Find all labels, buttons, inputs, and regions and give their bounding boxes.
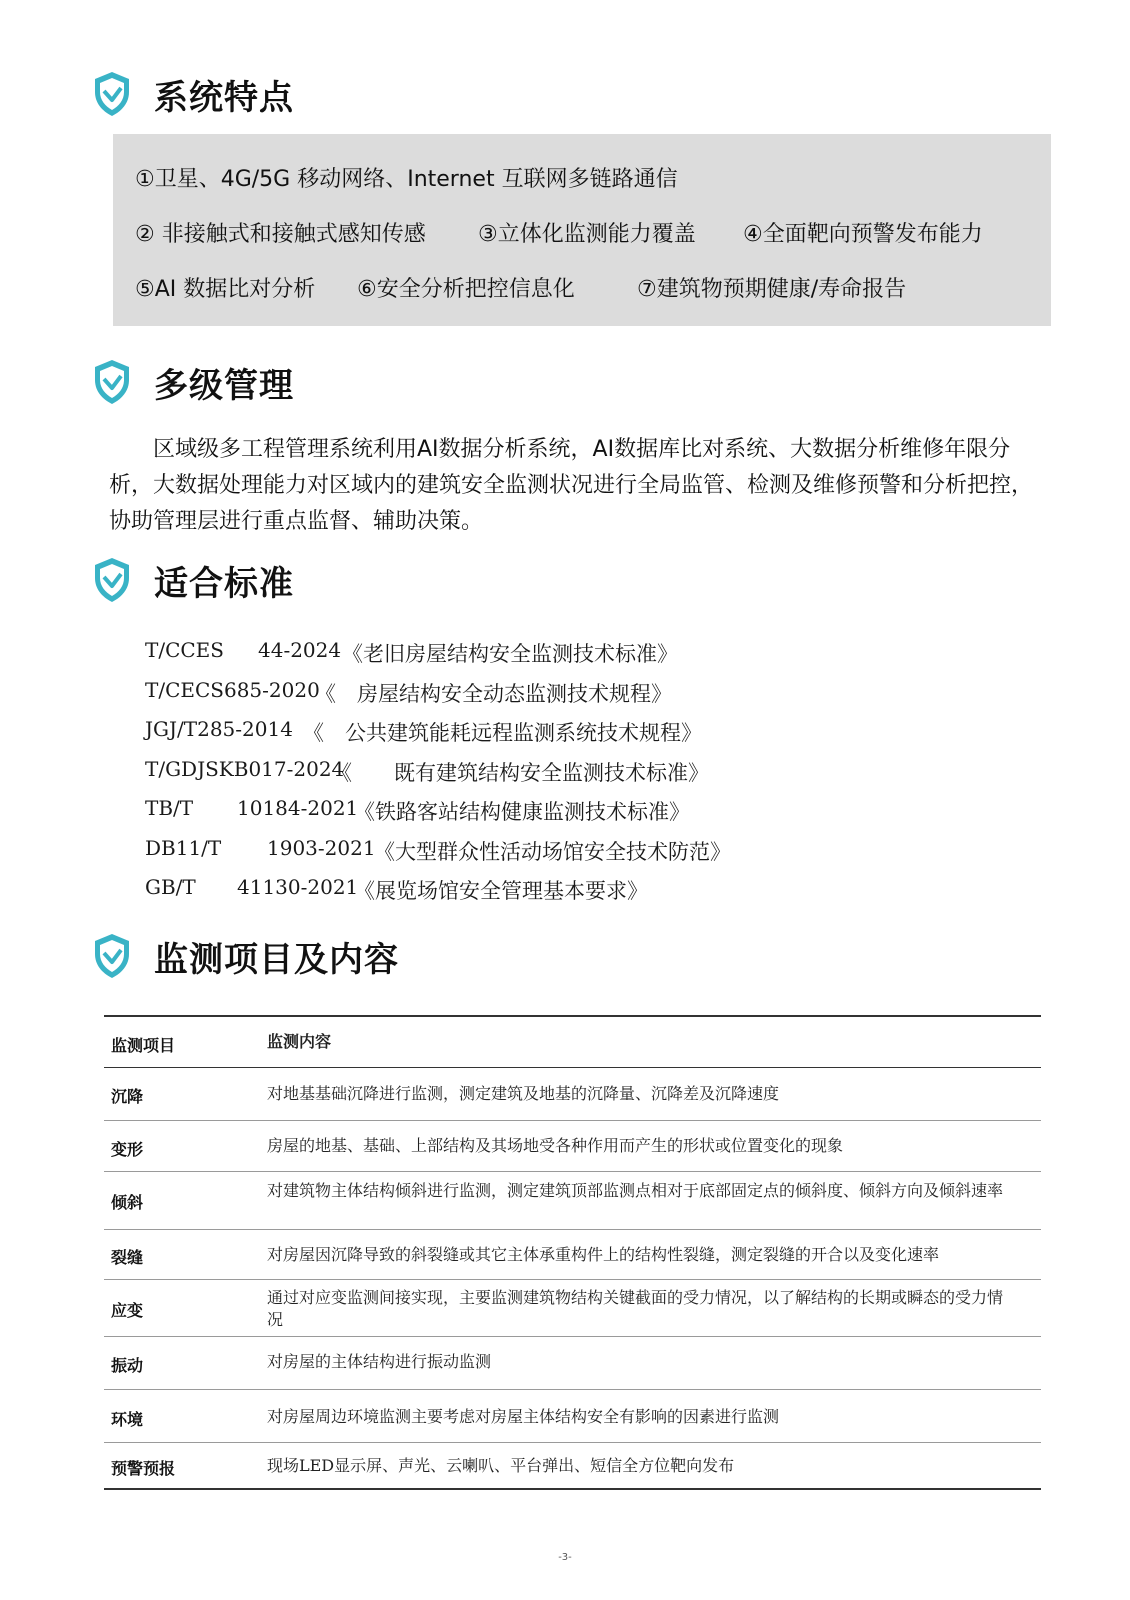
column-header-item: 监测项目 bbox=[111, 1036, 176, 1055]
management-paragraph: 区域级多工程管理系统利用AI数据分析系统，AI数据库比对系统、大数据分析维修年限分析，大数据处理能力对区域内的建筑安全监测状况进行全局监管、检测及维修预警和分析把控，协助管理层进行重点监督、辅助决策。 bbox=[109, 437, 1034, 534]
table-row bbox=[104, 1121, 1041, 1172]
standard-code: TB/T bbox=[145, 796, 194, 820]
section-header-monitoring bbox=[92, 928, 399, 984]
standard-name: 《大型群众性活动场馆安全技术防范》 bbox=[374, 839, 731, 864]
cell-item: 倾斜 bbox=[111, 1193, 144, 1212]
monitoring-table bbox=[104, 1015, 1041, 1490]
table-row bbox=[104, 1390, 1041, 1443]
feature-item: ⑥安全分析把控信息化 bbox=[357, 277, 575, 302]
cell-item: 环境 bbox=[111, 1410, 144, 1429]
column-header-content: 监测内容 bbox=[267, 1032, 332, 1051]
feature-item: ①卫星、4G/5G 移动网络、Internet 互联网多链路通信 bbox=[135, 167, 678, 192]
shield-check-icon bbox=[92, 932, 132, 980]
shield-check-icon bbox=[92, 358, 132, 406]
shield-check-icon bbox=[92, 556, 132, 604]
table-row bbox=[104, 1172, 1041, 1230]
standard-number: 10184-2021 bbox=[237, 796, 359, 820]
feature-item: ⑤AI 数据比对分析 bbox=[135, 277, 316, 302]
section-title: 系统特点 bbox=[154, 77, 294, 118]
page-number: -3- bbox=[558, 1552, 572, 1563]
cell-item: 应变 bbox=[111, 1301, 144, 1320]
standard-code: GB/T bbox=[145, 875, 196, 899]
standard-name: 《 公共建筑能耗远程监测系统技术规程》 bbox=[303, 721, 702, 745]
table-header-row bbox=[104, 1015, 1041, 1068]
section-title: 监测项目及内容 bbox=[154, 939, 399, 980]
standard-name: 《老旧房屋结构安全监测技术标准》 bbox=[342, 642, 678, 666]
standard-code: JGJ/T285-2014 bbox=[145, 717, 293, 741]
shield-check-icon bbox=[92, 70, 132, 118]
table-row bbox=[104, 1068, 1041, 1121]
cell-content: 对建筑物主体结构倾斜进行监测，测定建筑顶部监测点相对于底部固定点的倾斜度、倾斜方向及倾斜速率 bbox=[267, 1181, 1004, 1200]
table-row bbox=[104, 1337, 1041, 1390]
table-row bbox=[104, 1443, 1041, 1490]
standard-number: 44-2024 bbox=[258, 638, 342, 662]
feature-item: ⑦建筑物预期健康/寿命报告 bbox=[637, 277, 907, 302]
feature-item: ④全面靶向预警发布能力 bbox=[743, 222, 983, 247]
section-title: 适合标准 bbox=[154, 563, 294, 604]
cell-content: 对房屋因沉降导致的斜裂缝或其它主体承重构件上的结构性裂缝，测定裂缝的开合以及变化速率 bbox=[267, 1245, 940, 1264]
cell-content: 现场LED显示屏、声光、云喇叭、平台弹出、短信全方位靶向发布 bbox=[267, 1456, 735, 1475]
standard-name: 《展览场馆安全管理基本要求》 bbox=[354, 879, 648, 903]
cell-item: 振动 bbox=[111, 1356, 144, 1375]
cell-item: 裂缝 bbox=[111, 1248, 144, 1267]
features-box bbox=[113, 134, 1051, 326]
standard-name: 《 房屋结构安全动态监测技术规程》 bbox=[315, 681, 672, 706]
standard-name: 《铁路客站结构健康监测技术标准》 bbox=[354, 800, 690, 824]
cell-content: 对房屋周边环境监测主要考虑对房屋主体结构安全有影响的因素进行监测 bbox=[267, 1407, 780, 1426]
feature-item: ② 非接触式和接触式感知传感 bbox=[135, 222, 426, 247]
section-header-features bbox=[92, 66, 294, 122]
cell-item: 沉降 bbox=[111, 1087, 144, 1106]
cell-content: 对地基基础沉降进行监测，测定建筑及地基的沉降量、沉降差及沉降速度 bbox=[267, 1084, 780, 1103]
feature-item: ③立体化监测能力覆盖 bbox=[478, 222, 696, 247]
standard-code: DB11/T bbox=[145, 835, 222, 860]
cell-content: 对房屋的主体结构进行振动监测 bbox=[267, 1352, 492, 1371]
standard-code: T/CECS685-2020 bbox=[145, 677, 320, 702]
table-row bbox=[104, 1230, 1041, 1280]
standard-number: 1903-2021 bbox=[267, 835, 376, 860]
cell-content: 房屋的地基、基础、上部结构及其场地受各种作用而产生的形状或位置变化的现象 bbox=[267, 1136, 844, 1155]
standard-number: 41130-2021 bbox=[237, 875, 359, 899]
cell-content: 通过对应变监测间接实现，主要监测建筑物结构关键截面的受力情况，以了解结构的长期或瞬态的受力情况 bbox=[267, 1288, 1004, 1329]
table-row bbox=[104, 1280, 1041, 1337]
section-header-standards bbox=[92, 552, 294, 608]
standard-code: T/GDJSKB017-2024 bbox=[145, 756, 345, 781]
cell-item: 预警预报 bbox=[111, 1459, 176, 1478]
standard-name: 《 既有建筑结构安全监测技术标准》 bbox=[331, 760, 709, 785]
standard-code: T/CCES bbox=[145, 638, 224, 662]
cell-item: 变形 bbox=[111, 1140, 144, 1159]
section-header-management bbox=[92, 354, 294, 410]
section-title: 多级管理 bbox=[154, 365, 294, 406]
